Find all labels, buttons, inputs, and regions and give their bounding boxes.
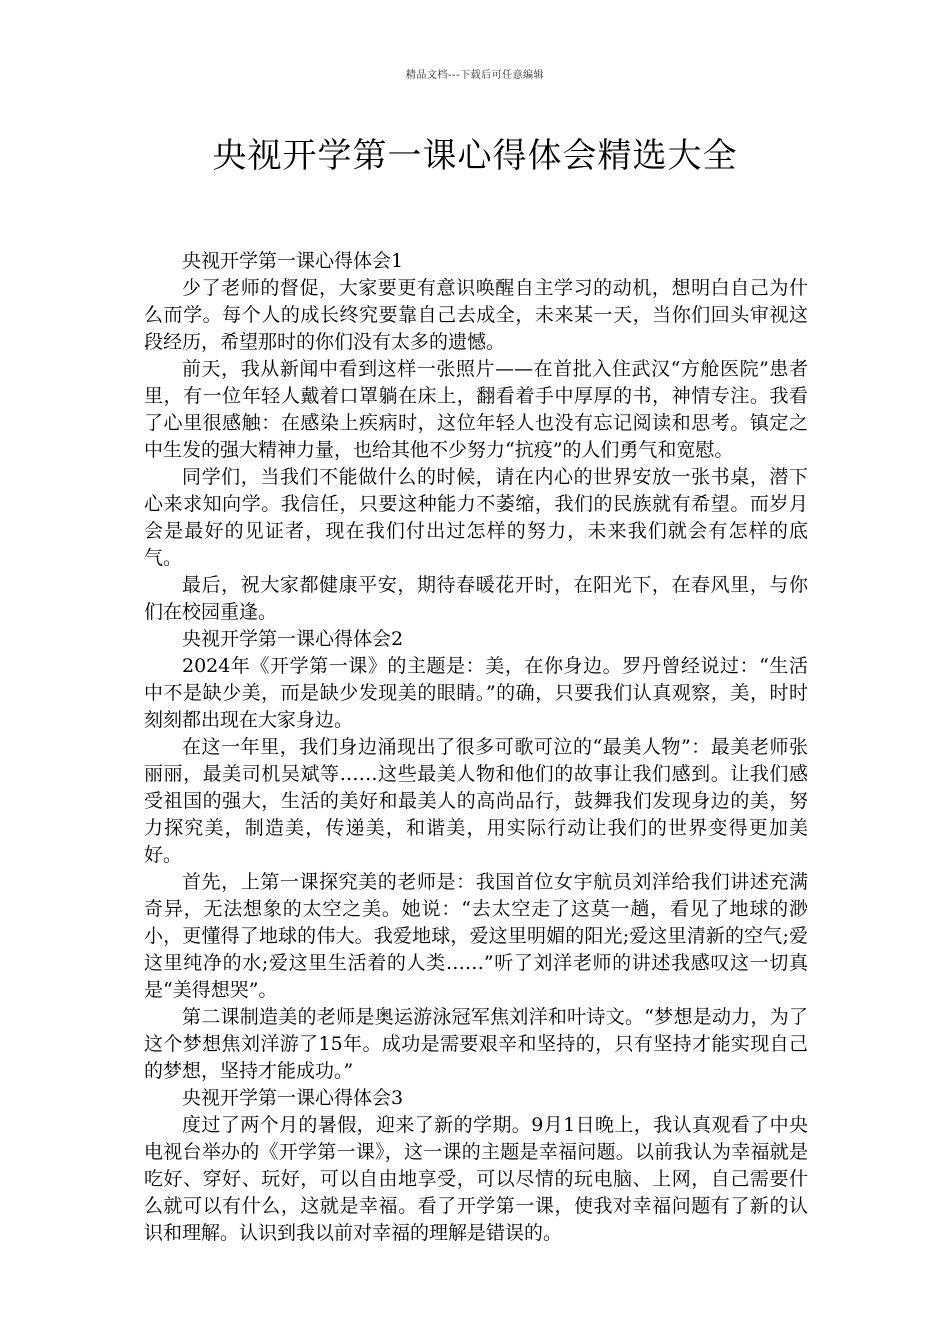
paragraph: 在这一年里，我们身边涌现出了很多可歌可泣的“最美人物”：最美老师张丽丽，最美司机吴斌等……这些最美人物和他们的故事让我们感到。让我们感受祖国的强大，生活的美好和最美人的高尚品行，鼓舞我们发现身边的美，努力探究美，制造美，传递美，和谐美，用实际行动让我们的世界变得更加美好。	[144, 736, 808, 866]
paragraph: 少了老师的督促，大家要更有意识唤醒自主学习的动机，想明白自己为什么而学。每个人的成长终究要靠自己去成全，未来某一天，当你们回头审视这段经历，希望那时的你们没有太多的遗憾。	[144, 277, 808, 353]
section-heading-3: 央视开学第一课心得体会3	[182, 1087, 404, 1109]
section-heading-1: 央视开学第一课心得体会1	[182, 250, 404, 272]
section-heading-2: 央视开学第一课心得体会2	[182, 628, 404, 650]
document-body	[144, 248, 808, 1247]
page-header: 精品文档---下载后可任意编辑	[405, 70, 545, 81]
paragraph: 最后，祝大家都健康平安，期待春暖花开时，在阳光下，在春风里，与你们在校园重逢。	[144, 574, 808, 623]
paragraph: 前天，我从新闻中看到这样一张照片——在首批入住武汉“方舱医院”患者里，有一位年轻人戴着口罩躺在床上，翻看着手中厚厚的书，神情专注。我看了心里很感触：在感染上疾病时，这位年轻人也没有忘记阅读和思考。镇定之中生发的强大精神力量，也给其他不少努力“抗疫”的人们勇气和宽慰。	[144, 358, 808, 461]
paragraph: 同学们，当我们不能做什么的时候，请在内心的世界安放一张书桌，潜下心来求知向学。我信任，只要这种能力不萎缩，我们的民族就有希望。而岁月会是最好的见证者，现在我们付出过怎样的努力，未来我们就会有怎样的底气。	[144, 466, 808, 569]
paragraph: 2024年《开学第一课》的主题是：美，在你身边。罗丹曾经说过：“生活中不是缺少美，而是缺少发现美的眼睛。”的确，只要我们认真观察，美，时时刻刻都出现在大家身边。	[144, 655, 808, 731]
paragraph: 首先，上第一课探究美的老师是：我国首位女宇航员刘洋给我们讲述充满奇异，无法想象的太空之美。她说：“去太空走了这莫一趟，看见了地球的渺小，更懂得了地球的伟大。我爱地球，爱这里明媚的阳光;爱这里清新的空气;爱这里纯净的水;爱这里生活着的人类……”听了刘洋老师的讲述我感叹这一切真是“美得想哭”。	[144, 871, 808, 1001]
paragraph: 第二课制造美的老师是奥运游泳冠军焦刘洋和叶诗文。“梦想是动力，为了这个梦想焦刘洋游了15年。成功是需要艰辛和坚持的，只有坚持才能实现自己的梦想，坚持才能成功。”	[144, 1006, 808, 1082]
paragraph: 度过了两个月的暑假，迎来了新的学期。9月1日晚上，我认真观看了中央电视台举办的《开学第一课》，这一课的主题是幸福问题。以前我认为幸福就是吃好、穿好、玩好，可以自由地享受，可以尽情的玩电脑、上网，自己需要什么就可以有什么，这就是幸福。看了开学第一课，使我对幸福问题有了新的认识和理解。认识到我以前对幸福的理解是错误的。	[144, 1114, 808, 1244]
document-title: 央视开学第一课心得体会精选大全	[212, 136, 738, 176]
